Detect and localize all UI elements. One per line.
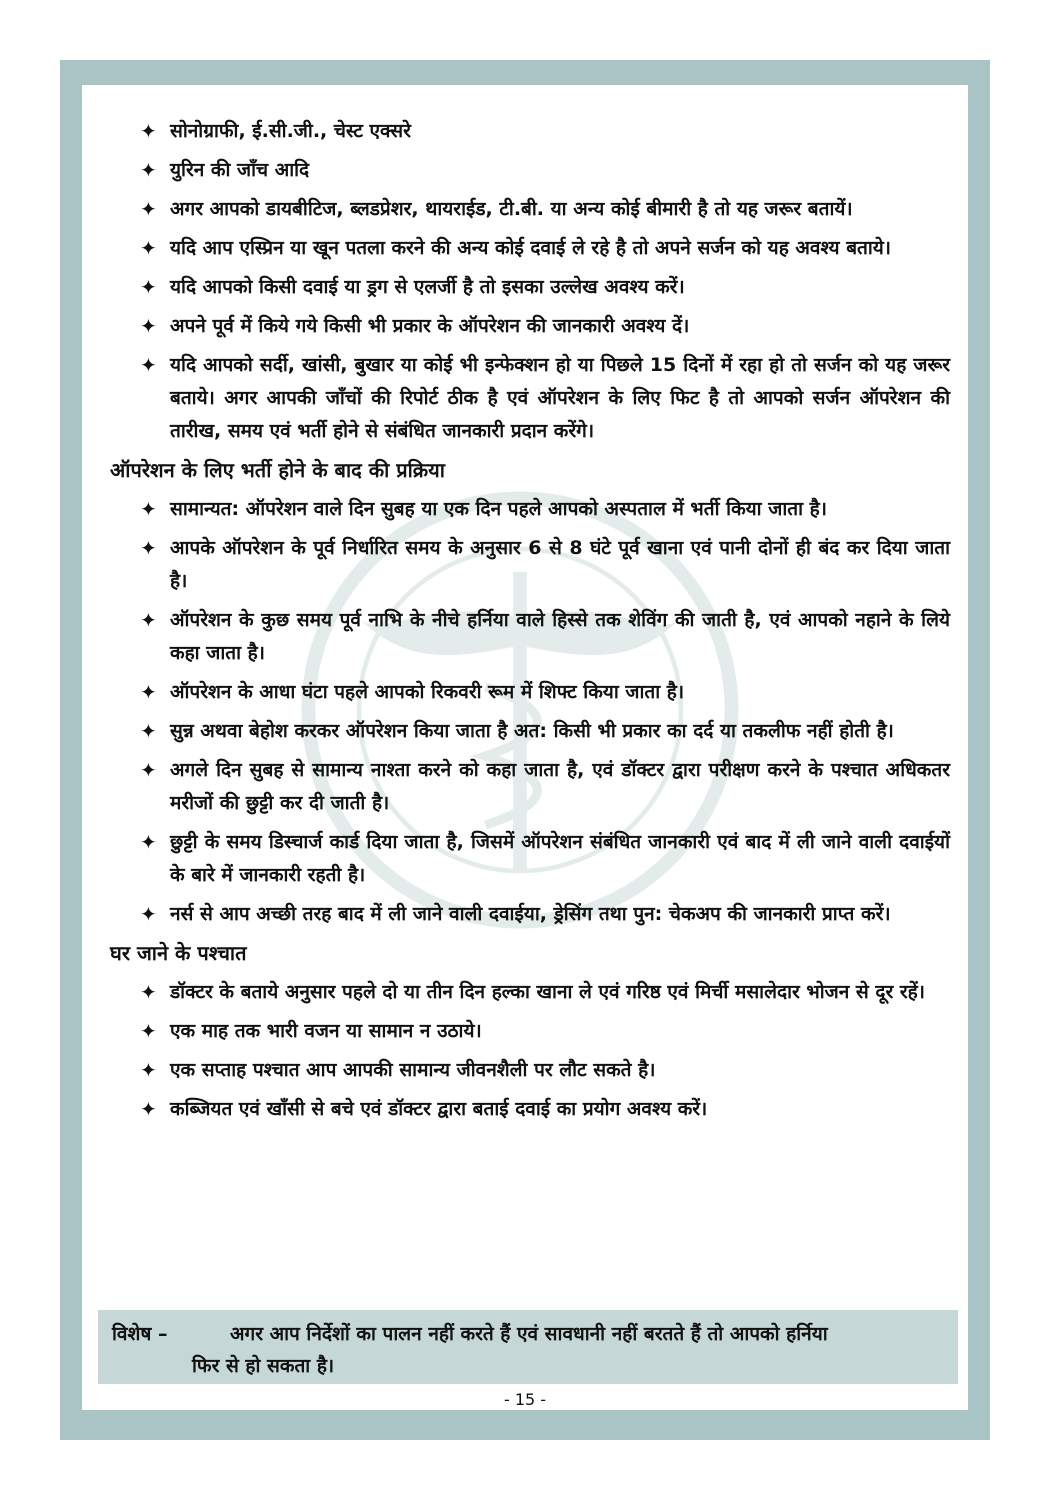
four-pointed-star-icon: ✦ — [140, 680, 157, 704]
four-pointed-star-icon: ✦ — [140, 758, 157, 782]
list-item-text: एक माह तक भारी वजन या सामान न उठाये। — [170, 1020, 482, 1042]
note-line-1: अगर आप निर्देशों का पालन नहीं करते हैं एवं सावधानी नहीं बरतते हैं तो आपको हर्निया — [230, 1323, 828, 1345]
list-item — [110, 826, 950, 892]
four-pointed-star-icon: ✦ — [140, 158, 157, 182]
section2-heading: ऑपरेशन के लिए भर्ती होने के बाद की प्रक्रिया — [110, 458, 445, 482]
section3-list — [110, 976, 950, 1126]
list-item-text: यदि आपको किसी दवाई या ड्रग से एलर्जी है तो इसका उल्लेख अवश्य करें। — [170, 276, 685, 298]
section3-heading: घर जाने के पश्चात — [110, 941, 247, 965]
list-item — [110, 193, 950, 226]
four-pointed-star-icon: ✦ — [140, 236, 157, 260]
four-pointed-star-icon: ✦ — [140, 536, 157, 560]
four-pointed-star-icon: ✦ — [140, 314, 157, 338]
list-item-text: ऑपरेशन के आधा घंटा पहले आपको रिकवरी रूम में शिफ्ट किया जाता है। — [170, 681, 685, 703]
list-item-text: डॉक्टर के बताये अनुसार पहले दो या तीन दिन हल्का खाना ले एवं गरिष्ठ एवं मिर्ची मसालेदार भोजन से दूर रहें। — [170, 981, 925, 1003]
four-pointed-star-icon: ✦ — [140, 119, 157, 143]
note-label: विशेष – — [112, 1323, 168, 1345]
list-item — [110, 676, 950, 709]
list-item-text: सुन्न अथवा बेहोश करकर ऑपरेशन किया जाता है अत: किसी भी प्रकार का दर्द या तकलीफ नहीं होती है। — [170, 720, 894, 742]
four-pointed-star-icon: ✦ — [140, 902, 157, 926]
four-pointed-star-icon: ✦ — [140, 608, 157, 632]
list-item-text: अपने पूर्व में किये गये किसी भी प्रकार के ऑपरेशन की जानकारी अवश्य दें। — [170, 315, 690, 337]
list-item — [110, 310, 950, 343]
list-item-text: युरिन की जाँच आदि — [170, 159, 310, 181]
list-item-text: अगले दिन सुबह से सामान्य नाश्ता करने को कहा जाता है, एवं डॉक्टर द्वारा परीक्षण करने के पश्चात अधिकतर मरीजों की छुट्टी कर दी जाती है। — [170, 759, 950, 814]
list-item — [110, 115, 950, 148]
list-item — [110, 976, 950, 1009]
four-pointed-star-icon: ✦ — [140, 197, 157, 221]
four-pointed-star-icon: ✦ — [140, 497, 157, 521]
list-item — [110, 1093, 950, 1126]
list-item — [110, 1054, 950, 1087]
list-item-text: नर्स से आप अच्छी तरह बाद में ली जाने वाली दवाईया, ड्रेसिंग तथा पुन: चेकअप की जानकारी प्राप्त करें। — [170, 903, 891, 925]
list-item — [110, 532, 950, 598]
special-note — [112, 1318, 952, 1382]
list-item — [110, 1015, 950, 1048]
list-item-text: कब्जियत एवं खाँसी से बचे एवं डॉक्टर द्वारा बताई दवाई का प्रयोग अवश्य करें। — [170, 1098, 708, 1120]
list-item — [110, 232, 950, 265]
list-item — [110, 271, 950, 304]
list-item — [110, 154, 950, 187]
list-item — [110, 604, 950, 670]
list-item — [110, 898, 950, 931]
list-item-text: सामान्यत: ऑपरेशन वाले दिन सुबह या एक दिन पहले आपको अस्पताल में भर्ती किया जाता है। — [170, 498, 827, 520]
content-area — [110, 115, 950, 1132]
four-pointed-star-icon: ✦ — [140, 830, 157, 854]
list-item — [110, 754, 950, 820]
section2-list — [110, 493, 950, 931]
list-item — [110, 349, 950, 448]
four-pointed-star-icon: ✦ — [140, 980, 157, 1004]
four-pointed-star-icon: ✦ — [140, 1097, 157, 1121]
four-pointed-star-icon: ✦ — [140, 353, 157, 377]
list-item — [110, 715, 950, 748]
list-item — [110, 493, 950, 526]
list-item-text: यदि आपको सर्दी, खांसी, बुखार या कोई भी इन्फेक्शन हो या पिछले 15 दिनों में रहा हो तो सर्जन को यह जरूर बताये। अगर आपकी जाँचों की रिपोर्ट ठीक है एवं ऑपरेशन के लिए फिट है तो आपको सर्जन ऑपरेशन की तारीख, समय एवं भर्ती होने से संबंधित जानकारी प्रदान करेंगे। — [170, 354, 950, 442]
list-item-text: यदि आप एस्प्रिन या खून पतला करने की अन्य कोई दवाई ले रहे है तो अपने सर्जन को यह अवश्य बताये। — [170, 237, 892, 259]
list-item-text: आपके ऑपरेशन के पूर्व निर्धारित समय के अनुसार 6 से 8 घंटे पूर्व खाना एवं पानी दोनों ही बंद कर दिया जाता है। — [170, 537, 950, 592]
section1-list — [110, 115, 950, 448]
page-number: - 15 - — [503, 1390, 547, 1409]
list-item-text: एक सप्ताह पश्चात आप आपकी सामान्य जीवनशैली पर लौट सकते है। — [170, 1059, 656, 1081]
list-item-text: ऑपरेशन के कुछ समय पूर्व नाभि के नीचे हर्निया वाले हिस्से तक शेविंग की जाती है, एवं आपको नहाने के लिये कहा जाता है। — [170, 609, 950, 664]
list-item-text: छुट्टी के समय डिस्चार्ज कार्ड दिया जाता है, जिसमें ऑपरेशन संबंधित जानकारी एवं बाद में ली जाने वाली दवाईयों के बारे में जानकारी रहती है। — [170, 831, 950, 886]
list-item-text: सोनोग्राफी, ई.सी.जी., चेस्ट एक्सरे — [170, 120, 411, 142]
note-line-2: फिर से हो सकता है। — [192, 1355, 335, 1377]
four-pointed-star-icon: ✦ — [140, 275, 157, 299]
list-item-text: अगर आपको डायबीटिज, ब्लडप्रेशर, थायराईड, टी.बी. या अन्य कोई बीमारी है तो यह जरूर बतायें। — [170, 198, 853, 220]
four-pointed-star-icon: ✦ — [140, 719, 157, 743]
four-pointed-star-icon: ✦ — [140, 1058, 157, 1082]
four-pointed-star-icon: ✦ — [140, 1019, 157, 1043]
